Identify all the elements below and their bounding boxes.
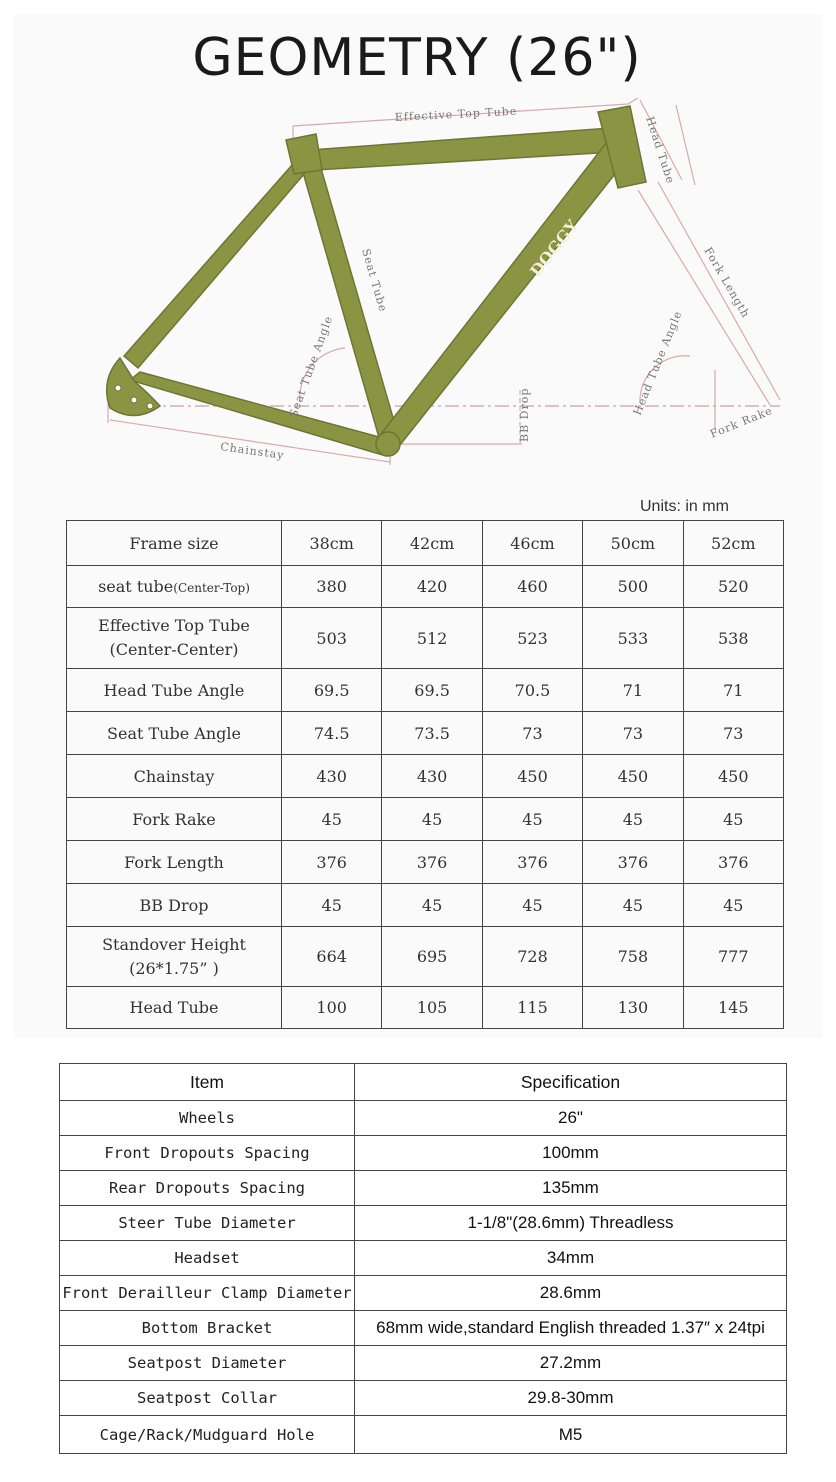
- table-row: [67, 798, 784, 841]
- cell: 430: [382, 755, 482, 798]
- cell: 45: [583, 798, 683, 841]
- header-size-2: 42cm: [382, 521, 482, 566]
- header-frame-size: Frame size: [67, 521, 282, 566]
- spec-item: Cage/Rack/Mudguard Hole: [60, 1416, 355, 1454]
- spec-value: 29.8-30mm: [355, 1381, 787, 1416]
- page-title: GEOMETRY (26"): [192, 28, 642, 88]
- cell: 74.5: [282, 712, 382, 755]
- cell: 664: [282, 927, 382, 987]
- cell: 45: [282, 884, 382, 927]
- cell: 45: [482, 884, 582, 927]
- cell: 728: [482, 927, 582, 987]
- cell: 70.5: [482, 669, 582, 712]
- cell: 73: [683, 712, 783, 755]
- table-row: [60, 1206, 787, 1241]
- cell: 533: [583, 608, 683, 669]
- table-row: [60, 1276, 787, 1311]
- cell: 45: [382, 798, 482, 841]
- table-row: [67, 927, 784, 987]
- spec-value: 1-1/8"(28.6mm) Threadless: [355, 1206, 787, 1241]
- spec-header-row: [60, 1064, 787, 1101]
- cell: 45: [583, 884, 683, 927]
- cell: 100: [282, 987, 382, 1029]
- spec-value: 26": [355, 1101, 787, 1136]
- cell: 376: [683, 841, 783, 884]
- header-size-1: 38cm: [282, 521, 382, 566]
- row-label: Fork Rake: [67, 798, 282, 841]
- cell: 380: [282, 566, 382, 608]
- bb-drop-label: BB Drop: [518, 387, 531, 442]
- specification-table: [59, 1063, 787, 1454]
- table-row: [67, 669, 784, 712]
- spec-header-specification: Specification: [355, 1064, 787, 1101]
- cell: 45: [683, 798, 783, 841]
- brand-logo: DOGGY: [526, 216, 583, 281]
- cell: 73: [583, 712, 683, 755]
- fork-length-label: Fork Length: [701, 245, 753, 321]
- spec-item: Seatpost Collar: [60, 1381, 355, 1416]
- table-row: [67, 987, 784, 1029]
- row-label: Seat Tube Angle: [67, 712, 282, 755]
- table-row: [60, 1171, 787, 1206]
- row-label: Head Tube Angle: [67, 669, 282, 712]
- cell: 450: [683, 755, 783, 798]
- table-row: [60, 1241, 787, 1276]
- cell: 376: [382, 841, 482, 884]
- cell: 450: [583, 755, 683, 798]
- cell: 500: [583, 566, 683, 608]
- table-row: [67, 884, 784, 927]
- geometry-table: [66, 520, 784, 1029]
- chainstay-label: Chainstay: [219, 440, 286, 462]
- fork-rake-label: Fork Rake: [708, 403, 775, 441]
- cell: 69.5: [282, 669, 382, 712]
- seat-tube-label-main: seat tube: [98, 577, 174, 596]
- units-note: Units: in mm: [640, 498, 729, 515]
- header-size-4: 50cm: [583, 521, 683, 566]
- seat-tube-angle-label: Seat Tube Angle: [286, 313, 336, 420]
- row-label: Standover Height (26*1.75” ): [67, 927, 282, 987]
- cell: 45: [683, 884, 783, 927]
- cell: 512: [382, 608, 482, 669]
- table-row: [60, 1101, 787, 1136]
- row-label: Head Tube: [67, 987, 282, 1029]
- cell: 420: [382, 566, 482, 608]
- table-row: [60, 1346, 787, 1381]
- cell: 130: [583, 987, 683, 1029]
- spec-value: 34mm: [355, 1241, 787, 1276]
- seat-tube-label: Seat Tube: [359, 247, 390, 314]
- table-row: [67, 841, 784, 884]
- row-label: Chainstay: [67, 755, 282, 798]
- cell: 777: [683, 927, 783, 987]
- seat-tube-label-sub: (Center-Top): [173, 581, 250, 595]
- cell: 503: [282, 608, 382, 669]
- cell: 460: [482, 566, 582, 608]
- row-label: [67, 566, 282, 608]
- header-size-3: 46cm: [482, 521, 582, 566]
- table-row: [67, 608, 784, 669]
- frame-geometry-diagram: [90, 90, 790, 475]
- table-row: [67, 566, 784, 608]
- cell: 520: [683, 566, 783, 608]
- cell: 71: [583, 669, 683, 712]
- cell: 105: [382, 987, 482, 1029]
- cell: 758: [583, 927, 683, 987]
- spec-item: Seatpost Diameter: [60, 1346, 355, 1381]
- spec-item: Wheels: [60, 1101, 355, 1136]
- cell: 450: [482, 755, 582, 798]
- spec-header-item: Item: [60, 1064, 355, 1101]
- spec-item: Bottom Bracket: [60, 1311, 355, 1346]
- cell: 45: [382, 884, 482, 927]
- spec-value: 100mm: [355, 1136, 787, 1171]
- cell: 145: [683, 987, 783, 1029]
- row-label: Effective Top Tube (Center-Center): [67, 608, 282, 669]
- spec-value: M5: [355, 1416, 787, 1454]
- table-row: [60, 1311, 787, 1346]
- cell: 430: [282, 755, 382, 798]
- cell: 376: [282, 841, 382, 884]
- table-row: [60, 1416, 787, 1454]
- spec-item: Headset: [60, 1241, 355, 1276]
- cell: 115: [482, 987, 582, 1029]
- cell: 69.5: [382, 669, 482, 712]
- row-label: Fork Length: [67, 841, 282, 884]
- spec-item: Rear Dropouts Spacing: [60, 1171, 355, 1206]
- header-size-5: 52cm: [683, 521, 783, 566]
- spec-value: 68mm wide,standard English threaded 1.37″ x 24tpi: [355, 1311, 787, 1346]
- spec-item: Front Dropouts Spacing: [60, 1136, 355, 1171]
- head-tube-label: Head Tube: [643, 114, 678, 186]
- spec-value: 28.6mm: [355, 1276, 787, 1311]
- cell: 45: [282, 798, 382, 841]
- cell: 376: [482, 841, 582, 884]
- effective-top-tube-label: Effective Top Tube: [394, 104, 518, 124]
- spec-value: 135mm: [355, 1171, 787, 1206]
- table-row: [67, 712, 784, 755]
- geometry-header-row: [67, 521, 784, 566]
- cell: 71: [683, 669, 783, 712]
- cell: 538: [683, 608, 783, 669]
- row-label: BB Drop: [67, 884, 282, 927]
- table-row: [60, 1136, 787, 1171]
- cell: 376: [583, 841, 683, 884]
- cell: 73.5: [382, 712, 482, 755]
- cell: 695: [382, 927, 482, 987]
- spec-value: 27.2mm: [355, 1346, 787, 1381]
- cell: 73: [482, 712, 582, 755]
- cell: 45: [482, 798, 582, 841]
- table-row: [67, 755, 784, 798]
- table-row: [60, 1381, 787, 1416]
- spec-item: Steer Tube Diameter: [60, 1206, 355, 1241]
- cell: 523: [482, 608, 582, 669]
- spec-item: Front Derailleur Clamp Diameter: [60, 1276, 355, 1311]
- head-tube-angle-label: Head Tube Angle: [630, 308, 685, 418]
